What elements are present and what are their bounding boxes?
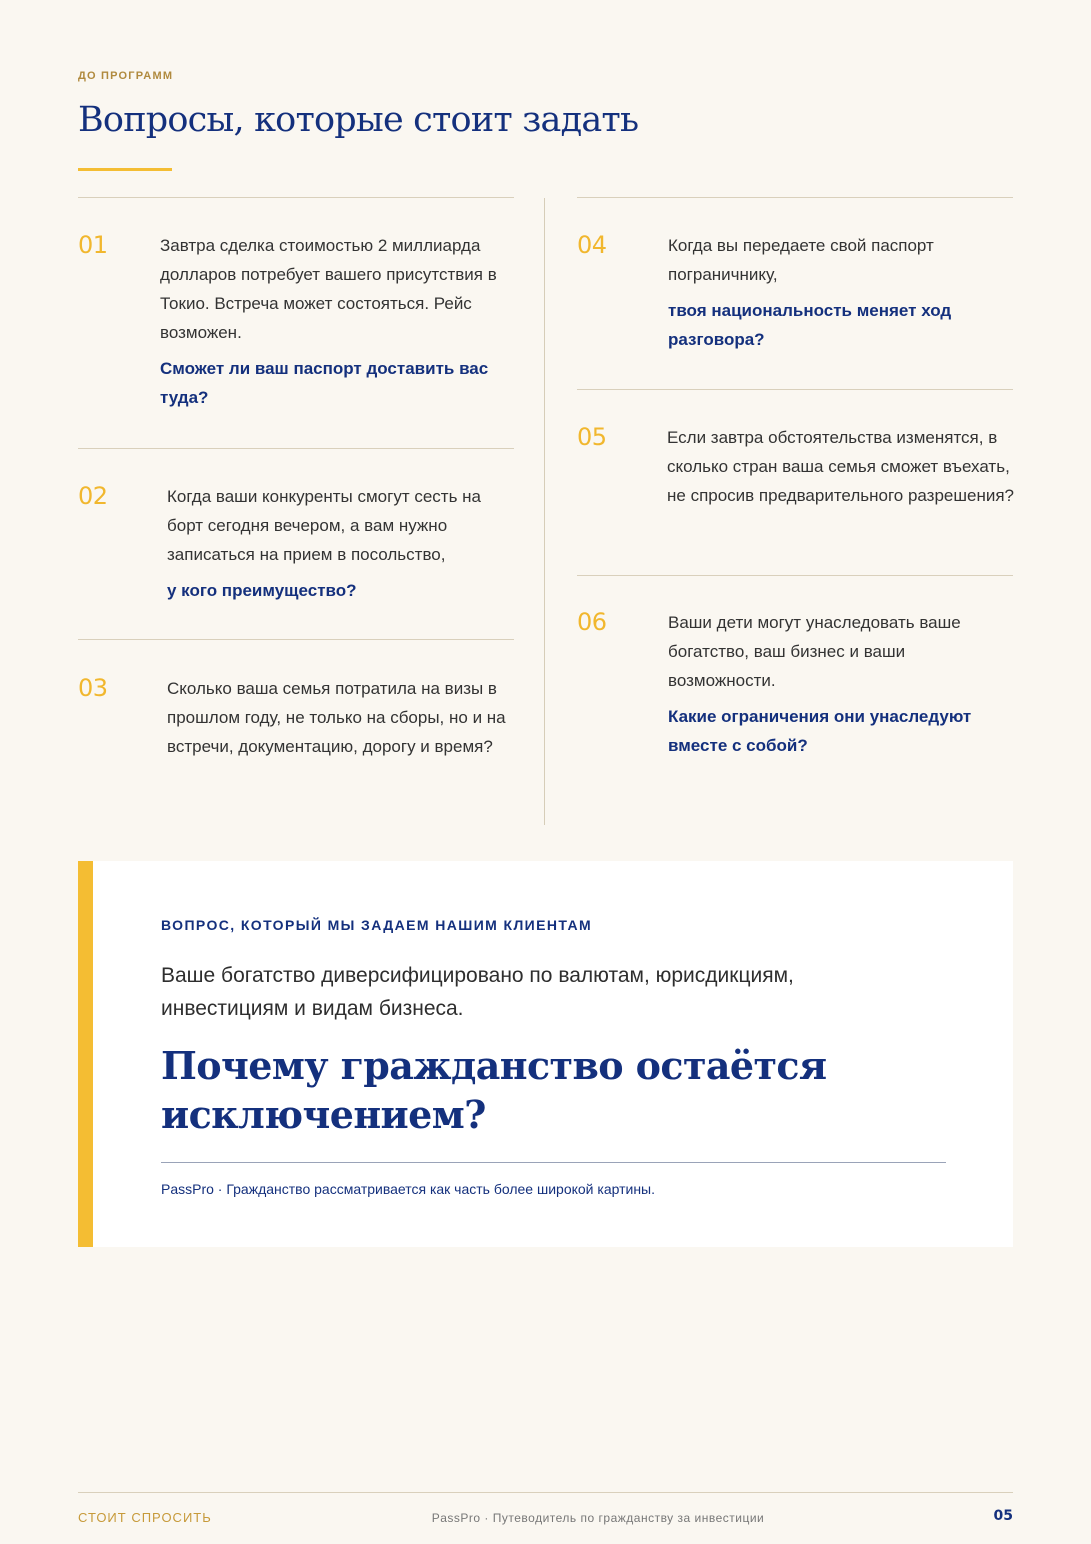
client-question-callout: [78, 861, 1013, 1247]
question-text: Сколько ваша семья потратила на визы в прошлом году, не только на сборы, но и на встречи, документацию, дорогу и время?: [167, 679, 506, 756]
question-item: [577, 231, 1017, 371]
callout-accent-bar: [78, 861, 93, 1247]
question-number: 01: [78, 231, 108, 259]
footer-rule: [78, 1492, 1013, 1493]
question-rule: [78, 639, 514, 640]
question-number: 06: [577, 608, 607, 636]
question-ask: Какие ограничения они унаследуют вместе с собой?: [668, 707, 972, 755]
question-text: Когда ваши конкуренты смогут сесть на борт сегодня вечером, а вам нужно записаться на прием в посольство,: [167, 487, 481, 564]
question-rule: [78, 448, 514, 449]
page-number: 05: [993, 1508, 1013, 1524]
column-divider: [544, 198, 545, 825]
eyebrow-label: ДО ПРОГРАММ: [78, 70, 174, 82]
question-text: Когда вы передаете свой паспорт пограничнику,: [668, 236, 934, 284]
question-number: 02: [78, 482, 108, 510]
title-underline: [78, 168, 172, 171]
callout-question: Почему гражданство остаётся исключением?: [161, 1043, 827, 1137]
question-rule: [577, 575, 1013, 576]
question-rule: [577, 197, 1013, 198]
callout-footnote: PassPro · Гражданство рассматривается как часть более широкой картины.: [161, 1181, 655, 1197]
question-body: [160, 231, 520, 412]
question-text: Завтра сделка стоимостью 2 миллиарда долларов потребует вашего присутствия в Токио. Встреча может состояться. Рейс возможен.: [160, 236, 497, 342]
question-body: [167, 674, 517, 761]
question-number: 04: [577, 231, 607, 259]
question-ask: Сможет ли ваш паспорт доставить вас туда?: [160, 359, 489, 407]
page-title: Вопросы, которые стоит задать: [78, 100, 639, 140]
callout-lead: Ваше богатство диверсифицировано по валютам, юрисдикциям, инвестициям и видам бизнеса.: [161, 964, 794, 1020]
question-item: [577, 608, 1017, 778]
footer-section-label: СТОИТ СПРОСИТЬ: [78, 1510, 212, 1525]
question-item: [78, 231, 518, 431]
question-item: [577, 423, 1017, 563]
question-ask: у кого преимущество?: [167, 581, 357, 600]
question-rule: [78, 197, 514, 198]
question-number: 03: [78, 674, 108, 702]
question-body: [667, 423, 1017, 510]
footer-publication: PassPro · Путеводитель по гражданству за инвестиции: [431, 1511, 765, 1525]
question-body: [668, 608, 1013, 760]
question-text: Если завтра обстоятельства изменятся, в сколько стран ваша семья сможет въехать, не спросив предварительного разрешения?: [667, 428, 1015, 505]
question-text: Ваши дети могут унаследовать ваше богатство, ваш бизнес и ваши возможности.: [668, 613, 961, 690]
question-body: [668, 231, 1008, 354]
question-rule: [577, 389, 1013, 390]
callout-rule: [161, 1162, 946, 1163]
callout-eyebrow: ВОПРОС, КОТОРЫЙ МЫ ЗАДАЕМ НАШИМ КЛИЕНТАМ: [161, 917, 593, 933]
question-item: [78, 482, 518, 622]
question-number: 05: [577, 423, 607, 451]
question-item: [78, 674, 518, 804]
question-body: [167, 482, 517, 605]
question-ask: твоя национальность меняет ход разговора?: [668, 301, 952, 349]
